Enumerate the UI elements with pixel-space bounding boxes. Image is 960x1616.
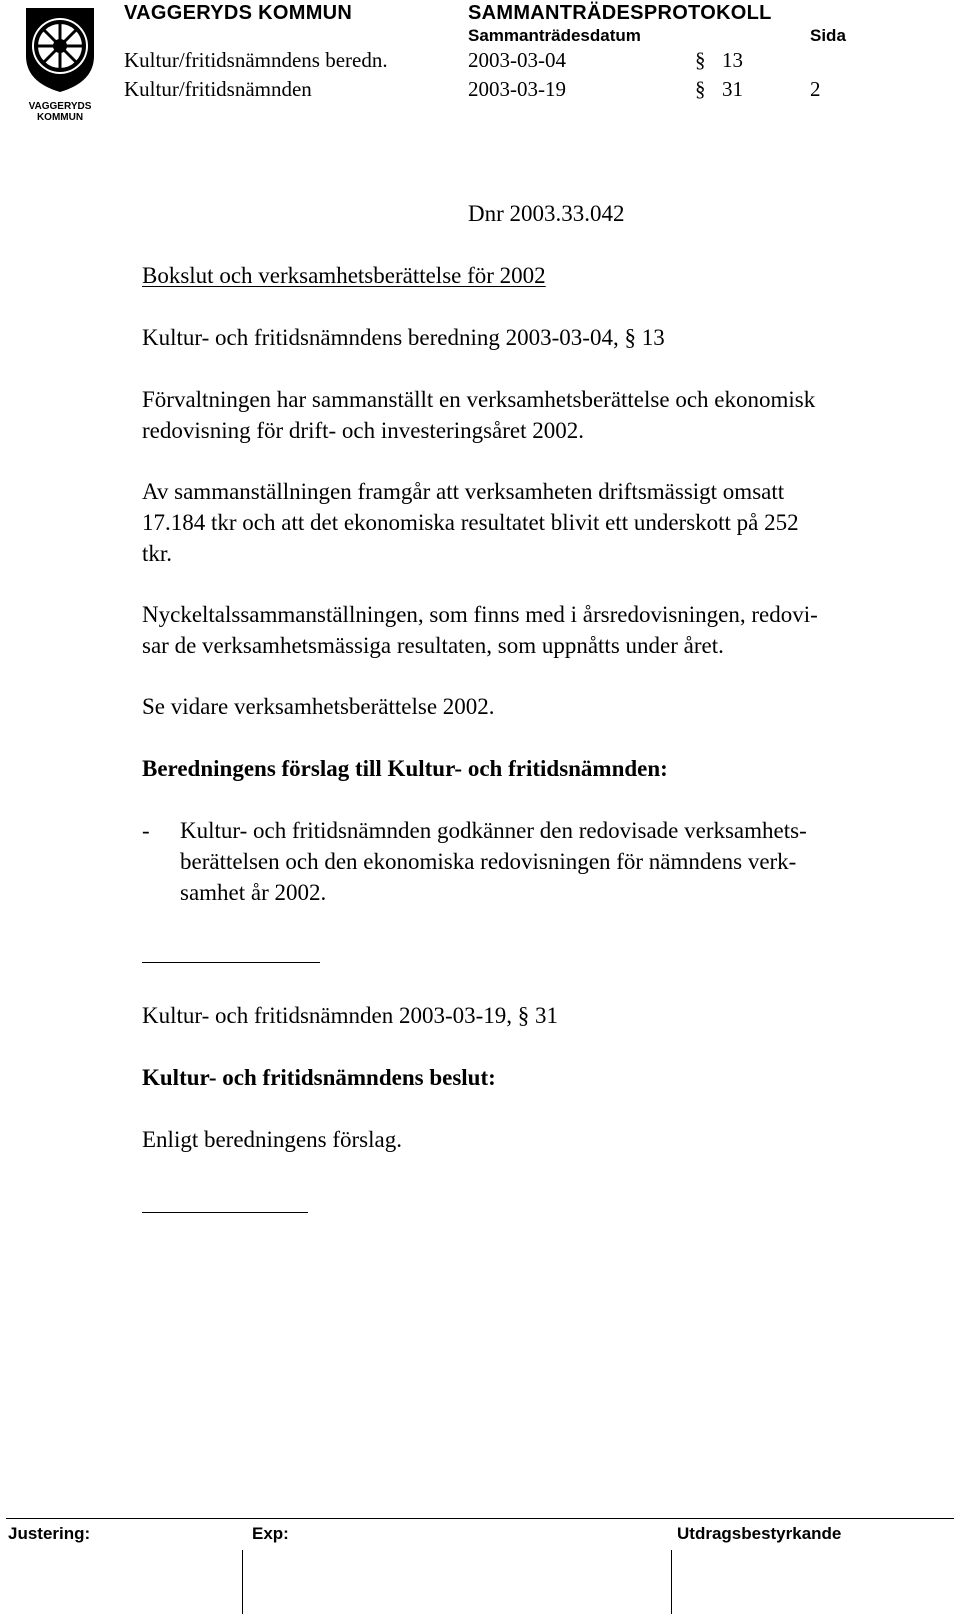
page-number: 2 xyxy=(810,77,821,101)
document-type: SAMMANTRÄDESPROTOKOLL xyxy=(468,2,772,24)
logo-text-line2: KOMMUN xyxy=(36,112,84,123)
logo-text-line1: VAGGERYDS xyxy=(28,101,92,112)
paragraph-line: Förvaltningen har sammanställt en verksamhetsberättelse och ekonomisk xyxy=(142,387,816,412)
paragraph-line: Nyckeltalssammanställningen, som finns med i årsredovisningen, redovi- xyxy=(142,602,818,627)
coat-of-arms-icon xyxy=(20,4,100,94)
decision-heading: Kultur- och fritidsnämndens beslut: xyxy=(142,1065,496,1090)
proposal-line: samhet år 2002. xyxy=(180,880,327,905)
namnd-reference: Kultur- och fritidsnämnden 2003-03-19, § 31 xyxy=(142,1003,559,1028)
paragraph-4: Se vidare verksamhetsberättelse 2002. xyxy=(142,694,495,719)
proposal-list-dash: - xyxy=(142,818,150,843)
proposal-line: Kultur- och fritidsnämnden godkänner den redovisade verksamhets- xyxy=(180,818,807,843)
footer-divider xyxy=(242,1550,243,1614)
footer-justering-label: Justering: xyxy=(8,1524,91,1543)
proposal-heading: Beredningens förslag till Kultur- och fritidsnämnden: xyxy=(142,756,668,781)
paragraph-2 xyxy=(142,476,799,569)
separator-line xyxy=(142,1212,308,1213)
date-column-label: Sammanträdesdatum xyxy=(468,26,641,45)
municipality-name: VAGGERYDS KOMMUN xyxy=(124,2,353,24)
footer-utdrag-label: Utdragsbestyrkande xyxy=(677,1524,842,1543)
header-body-name: Kultur/fritidsnämndens beredn. xyxy=(124,48,388,72)
paragraph-line: 17.184 tkr och att det ekonomiska resultatet blivit ett underskott på 252 xyxy=(142,510,799,535)
page-column-label: Sida xyxy=(810,26,846,45)
beredning-reference: Kultur- och fritidsnämndens beredning 2003-03-04, § 13 xyxy=(142,325,665,350)
proposal-line: berättelsen och den ekonomiska redovisningen för nämndens verk- xyxy=(180,849,797,874)
document-title: Bokslut och verksamhetsberättelse för 2002 xyxy=(142,263,546,288)
paragraph-sign: § xyxy=(695,48,706,72)
paragraph-sign: § xyxy=(695,77,706,101)
municipality-logo xyxy=(20,4,100,123)
paragraph-line: sar de verksamhetsmässiga resultaten, som uppnåtts under året. xyxy=(142,633,724,658)
paragraph-number: 31 xyxy=(722,77,743,101)
paragraph-line: Av sammanställningen framgår att verksamheten driftsmässigt omsatt xyxy=(142,479,785,504)
diary-number: Dnr 2003.33.042 xyxy=(468,201,625,226)
header-date: 2003-03-04 xyxy=(468,48,566,72)
paragraph-1 xyxy=(142,384,815,446)
separator-line xyxy=(142,962,320,963)
paragraph-3 xyxy=(142,599,818,661)
proposal-list-item xyxy=(180,815,807,908)
paragraph-number: 13 xyxy=(722,48,743,72)
header-date: 2003-03-19 xyxy=(468,77,566,101)
paragraph-line: redovisning för drift- och investeringsåret 2002. xyxy=(142,418,584,443)
paragraph-line: tkr. xyxy=(142,541,173,566)
footer-exp-label: Exp: xyxy=(252,1524,289,1543)
footer-divider xyxy=(671,1550,672,1614)
footer-rule xyxy=(6,1518,954,1519)
header-body-name: Kultur/fritidsnämnden xyxy=(124,77,312,101)
decision-text: Enligt beredningens förslag. xyxy=(142,1127,402,1152)
